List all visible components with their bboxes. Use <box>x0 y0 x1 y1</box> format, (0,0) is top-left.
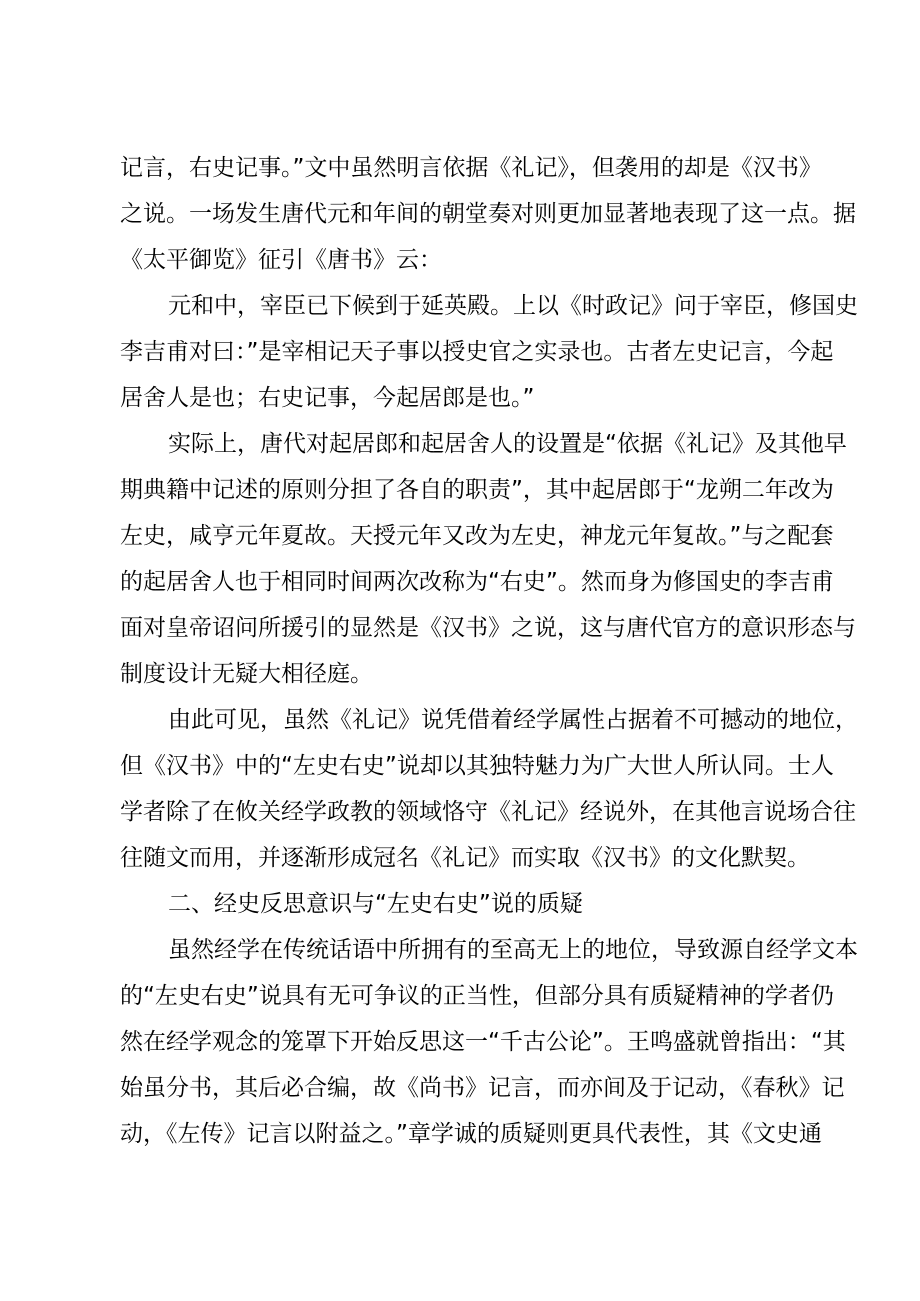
text-line: 的“左史右史”说具有无可争议的正当性，但部分具有质疑精神的学者仍 <box>120 983 834 1009</box>
text-line: 但《汉书》中的“左史右史”说却以其独特魅力为广大世人所认同。士人 <box>120 753 834 779</box>
text-line: 始虽分书，其后必合编，故《尚书》记言，而亦间及于记动，《春秋》记 <box>120 1075 845 1101</box>
section-heading <box>120 881 810 927</box>
text-line: 居舍人是也；右史记事，今起居郎是也。” <box>120 385 535 411</box>
paragraph-2-quote <box>120 283 858 421</box>
text-line: 往随文而用，并逐渐形成冠名《礼记》而实取《汉书》的文化默契。 <box>120 845 810 871</box>
text-line: 左史，咸亨元年夏故。天授元年又改为左史，神龙元年复故。”与之配套 <box>120 523 834 549</box>
text-line: 的起居舍人也于相同时间两次改称为“右史”。然而身为修国史的李吉甫 <box>120 569 834 595</box>
text-line: 由此可见，虽然《礼记》说凭借着经学属性占据着不可撼动的地位， <box>168 707 858 733</box>
text-line: 之说。一场发生唐代元和年间的朝堂奏对则更加显著地表现了这一点。据 <box>120 201 856 227</box>
paragraph-5 <box>120 927 858 1157</box>
text-line: 动，《左传》记言以附益之。”章学诚的质疑则更具代表性，其《文史通 <box>120 1121 822 1147</box>
paragraph-1 <box>120 145 856 283</box>
text-line: 学者除了在攸关经学政教的领域恪守《礼记》经说外，在其他言说场合往 <box>120 799 856 825</box>
text-line: 实际上，唐代对起居郎和起居舍人的设置是“依据《礼记》及其他早 <box>168 431 847 457</box>
text-line: 虽然经学在传统话语中所拥有的至高无上的地位，导致源自经学文本 <box>168 937 858 963</box>
section-heading-text: 二、经史反思意识与“左史右史”说的质疑 <box>168 891 583 917</box>
text-line: 期典籍中记述的原则分担了各自的职责”，其中起居郎于“龙朔二年改为 <box>120 477 834 503</box>
text-line: 面对皇帝诏问所援引的显然是《汉书》之说，这与唐代官方的意识形态与 <box>120 615 856 641</box>
paragraph-4 <box>120 697 858 881</box>
text-line: 制度设计无疑大相径庭。 <box>120 661 373 687</box>
text-line: 《太平御览》征引《唐书》云： <box>120 247 442 273</box>
paragraph-3 <box>120 421 856 697</box>
text-line: 李吉甫对曰：”是宰相记天子事以授史官之实录也。古者左史记言，今起 <box>120 339 834 365</box>
text-line: 然在经学观念的笼罩下开始反思这一“千古公论”。王鸣盛就曾指出：“其 <box>120 1029 846 1055</box>
text-line: 元和中，宰臣已下候到于延英殿。上以《时政记》问于宰臣，修国史 <box>168 293 858 319</box>
body-text <box>120 145 858 1157</box>
text-line: 记言，右史记事。”文中虽然明言依据《礼记》，但袭用的却是《汉书》 <box>120 155 822 181</box>
